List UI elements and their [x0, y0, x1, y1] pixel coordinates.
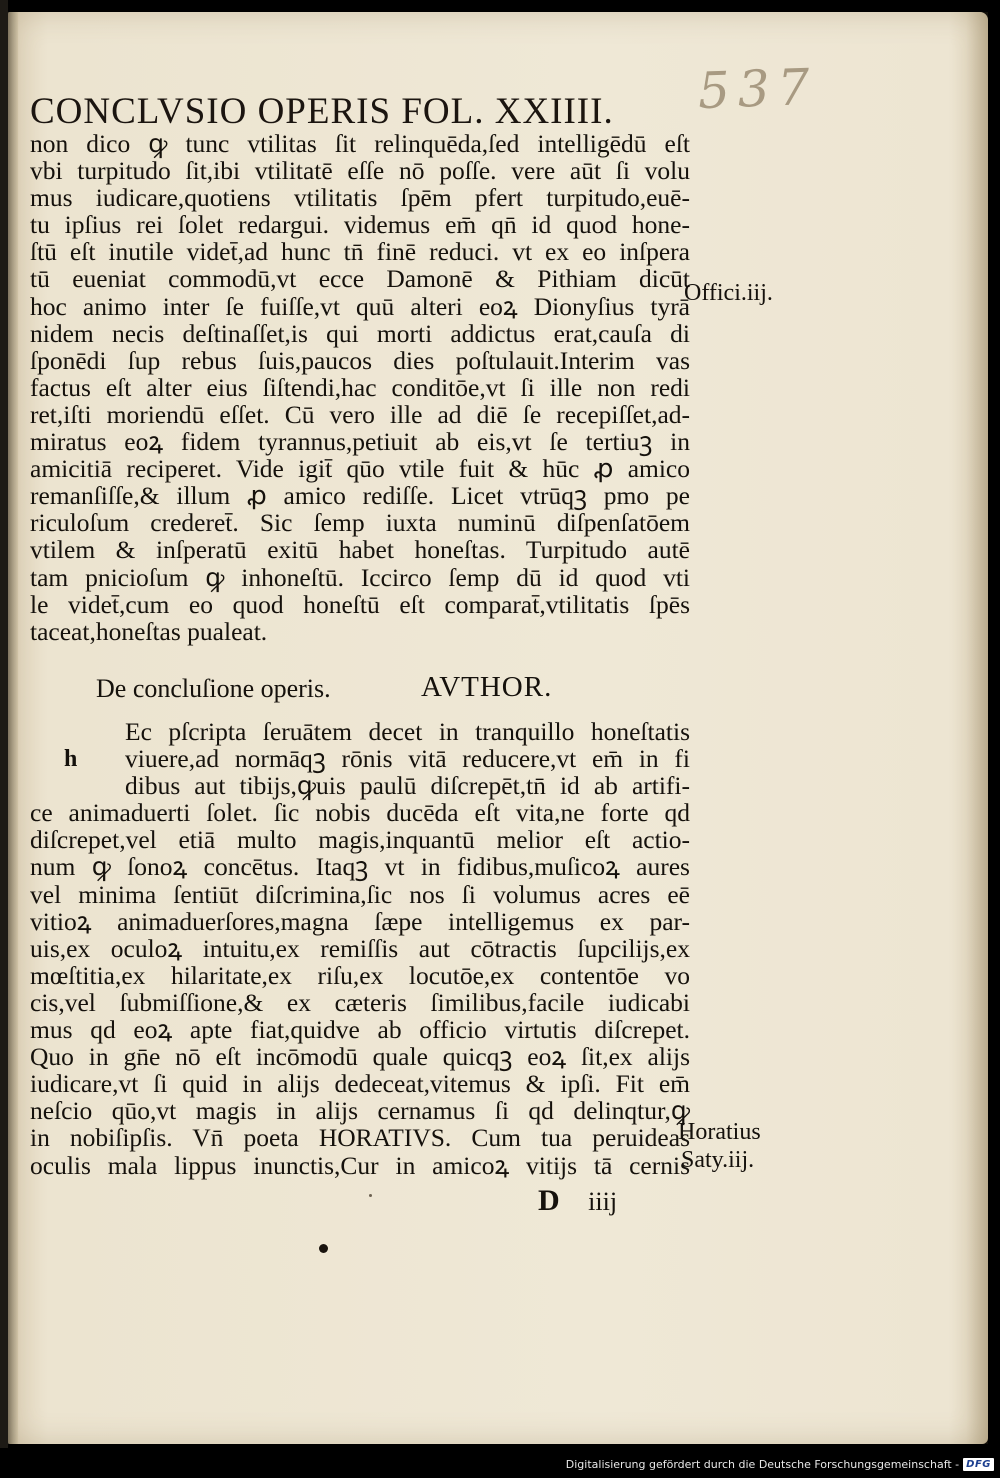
section-heading — [96, 671, 696, 708]
signature-number: iiij — [588, 1187, 618, 1216]
text-line: dibus aut tibijs,ꝙuis paulū diſcrepēt,tn̄ id ab artifi- — [125, 771, 690, 801]
book-spine-shadow — [0, 0, 8, 1448]
handwritten-foliation: 537 — [697, 57, 819, 121]
text-line: vbi turpitudo ſit,ibi vtilitatē eſſe nō poſſe. vere aūt ſi volu — [30, 156, 690, 186]
marginal-note-officiis: Offici.iij. — [684, 280, 773, 306]
ink-dot — [319, 1244, 328, 1253]
text-line: cis,vel ſubmiſſione,& ex cæteris ſimilibus,facile iudicabi — [30, 987, 690, 1017]
text-line: vtilem & inſperatū exitū habet honeſtas. Turpitudo autē — [30, 535, 690, 565]
text-line: Ec pſcripta ſeruātem decet in tranquillo honeſtatis — [125, 717, 690, 746]
text-line: ſtū eſt inutile videt̄,ad hunc tn̄ finē reduci. vt ex eo inſpera — [30, 237, 690, 267]
text-line: viuere,ad normāqꝫ rōnis vitā reducere,vt em̄ in fi — [125, 744, 690, 774]
text-line: ſponēdi ſup rebus ſuis,paucos dies poſtulauit.Interim vas — [30, 345, 690, 375]
text-line: nidem necis deſtinaſſet,is qui morti addictus erat,cauſa di — [30, 318, 690, 348]
text-line: neſcio qūo,vt magis in alijs cernamus ſi qd delinqtur,ꝙ — [30, 1096, 690, 1126]
text-line: tū eueniat commodū,vt ecce Damonē & Pithiam dicūt — [30, 264, 690, 294]
text-line: oculis mala lippus inunctis,Cur in amicoꝝ vitijs tā cernis — [30, 1150, 690, 1180]
conclusion-text-block — [30, 718, 690, 1179]
text-line: diſcrepet,vel etiā multo magis,inquantū melior eſt actio- — [30, 825, 690, 855]
text-line: tu ipſius rei ſolet redargui. videmus em̄ qn̄ id quod hone- — [30, 210, 690, 240]
text-line: non dico ꝙ tunc vtilitas ſit relinquēda,ſed intelligēdū eſt — [30, 129, 690, 158]
section-title: De concluſione operis. — [96, 674, 331, 703]
text-line: remanſiſſe,& illum ꝓ amico rediſſe. Licet vtrūqꝫ pmo pe — [30, 481, 690, 511]
text-line: tam pnicioſum ꝙ inhoneſtū. Iccirco ſemp dū id quod vti — [30, 562, 690, 592]
text-line: mus qd eoꝝ apte fiat,quidve ab officio virtutis diſcrepet. — [30, 1015, 690, 1045]
stray-speck — [369, 1194, 372, 1197]
digitization-footer — [566, 1454, 994, 1474]
text-line: vel minima ſentiūt diſcrimina,ſic nos ſi volumus acres eē — [30, 879, 690, 909]
text-line: ret,iſti moriendū eſſet. Cū vero ille ad diē ſe recepiſſet,ad- — [30, 399, 690, 429]
text-line: Quo in gn̄e nō eſt incōmodū quale quicqꝫ eoꝝ ſit,ex alijs — [30, 1042, 690, 1072]
body-text-block — [30, 130, 690, 645]
text-line: uis,ex oculoꝝ intuitu,ex remiſſis aut cōtractis ſupcilijs,ex — [30, 933, 690, 963]
text-line: amicitiā reciperet. Vide igit̄ qūo vtile fuit & hūc ꝓ amico — [30, 454, 690, 484]
text-line: iudicare,vt ſi quid in alijs dedeceat,vitemus & ipſi. Fit em̄ — [30, 1069, 690, 1099]
text-line: taceat,honeſtas pualeat. — [30, 616, 268, 646]
marginal-note-satyra: Saty.iij. — [681, 1147, 755, 1173]
text-line: riculoſum crederet̄. Sic ſemp iuxta numinū diſpenſatōem — [30, 508, 690, 538]
initial-guide-letter: h — [64, 746, 78, 772]
text-line: vitioꝝ animaduerſores,magna ſæpe intelligemus ex par- — [30, 906, 690, 936]
text-line: in nobiſipſis. Vn̄ poeta HORATIVS. Cum tua peruideas — [30, 1123, 690, 1153]
signature-mark — [538, 1184, 617, 1218]
text-line: miratus eoꝝ fidem tyrannus,petiuit ab eis,vt ſe tertiuꝫ in — [30, 427, 690, 457]
marginal-note-horatius: Horatius — [678, 1119, 761, 1145]
text-line: le videt̄,cum eo quod honeſtū eſt comparat̄,vtilitatis ſpēs — [30, 589, 690, 619]
section-author: AVTHOR. — [421, 671, 553, 703]
dfg-logo-icon: DFG — [963, 1458, 994, 1471]
text-line: factus eſt alter eius ſiſtendi,hac conditōe,vt ſi ille non redi — [30, 372, 690, 402]
text-line: mus iudicare,quotiens vtilitatis ſpēm pfert turpitudo,euē- — [30, 183, 690, 213]
text-line: hoc animo inter ſe fuiſſe,vt quū alteri eoꝝ Dionyſius tyrā — [30, 291, 690, 321]
signature-letter: D — [538, 1184, 560, 1217]
text-line: num ꝙ ſonoꝝ concētus. Itaqꝫ vt in fidibus,muſicoꝝ aures — [30, 852, 690, 882]
footer-credit-text: Digitalisierung gefördert durch die Deutsche Forschungsgemeinschaft - — [565, 1457, 960, 1471]
running-head: CONCLVSIO OPERIS FOL. XXIIII. — [30, 91, 614, 132]
text-line: ce animaduerti ſolet. ſic nobis ducēda eſt vita,ne forte qd — [30, 798, 690, 828]
book-page — [8, 12, 988, 1444]
text-line: mœſtitia,ex hilaritate,ex riſu,ex locutōe,ex contentōe vo — [30, 960, 690, 990]
